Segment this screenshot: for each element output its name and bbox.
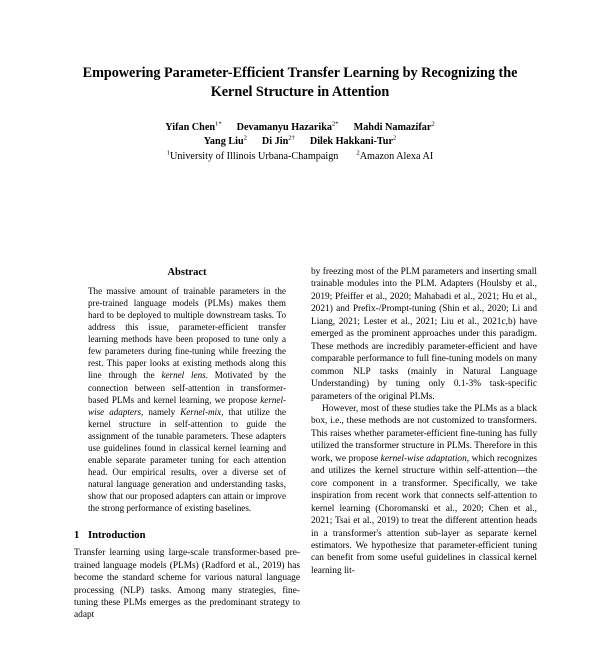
- right-paragraph-2: [311, 403, 537, 577]
- author-entry: [310, 136, 396, 147]
- right-column: [311, 266, 537, 664]
- abstract-paragraph: [88, 285, 286, 514]
- section-number: 1: [74, 530, 80, 542]
- right-paragraph-1: by freezing most of the PLM parameters and inserting small trainable modules into the PLM. Adapters (Houlsby et al., 2019; Pfeiffer et al., 2020; Mahabadi et al., 2021; Hu et al., 2021) and Prefix-/Prompt-tuning (Shin et al., 2020; Li and Liang, 2021; Lester et al., 2021; Liu et al., 2021c,b) have emerged as the prominent approaches under this paradigm. These methods are incredibly parameter-efficient and have comparable performance to full fine-tuning models on many common NLP tasks (mainly in Natural Language Understanding) by tuning only 0.1-3% task-specific parameters of the original PLMs.: [311, 267, 537, 402]
- author-affil-mark: 2†: [288, 134, 295, 142]
- author-name: Devamanyu Hazarika: [236, 122, 332, 133]
- title-block: [0, 64, 600, 164]
- introduction-paragraph: Transfer learning using large-scale transformer-based pre-trained language models (PLMs) (Radford et al., 2019) has become the standard scheme for various natural language processing (NLP) tasks. Among many strategies, fine-tuning these PLMs emerges as the predominant strategy to adapt: [74, 548, 300, 621]
- author-name: Dilek Hakkani-Tur: [309, 136, 393, 147]
- author-block: [62, 121, 538, 164]
- right-para2-text-b: , which recognizes and utilizes the kernel structure within self-attention—the core component in a transformer. Specifically, we take inspiration from recent work that connects self-attention to kernel learning (Choromanski et al., 2020; Chen et al., 2021; Tsai et al., 2019) to treat the different attention heads in a transformer's attention sub-layer as separate kernel estimators. We hypothesize that parameter-efficient tuning can benefit from some useful guidelines in classical kernel learning lit-: [311, 453, 537, 576]
- author-entry: [354, 122, 435, 133]
- abstract-italic-1: kernel lens: [161, 370, 206, 381]
- author-affil-mark: 1*: [215, 120, 222, 128]
- abstract-text-1: The massive amount of trainable parameters in the pre-trained language models (PLMs) makes them hard to be deployed to multiple downstream tasks. To address this issue, parameter-efficient transfer learning methods have been proposed to tune only a few parameters during fine-tuning while freezing the rest. This paper looks at existing methods along this line through the: [88, 286, 286, 381]
- author-affil-mark: 2: [431, 120, 435, 128]
- affiliation-mark: 1: [166, 149, 171, 157]
- author-entry: [204, 136, 247, 147]
- affiliation-mark: 2: [356, 149, 360, 157]
- abstract-text-4: , that utilize the kernel structure in self-attention to guide the assignment of the tunable parameters. These adapters use guidelines found in classical kernel learning and enable separate parameter tuning for each attention head. Our empirical results, over a diverse set of natural language generation and understanding tasks, show that our proposed adapters can attain or improve the strong performance of existing baselines.: [88, 406, 286, 514]
- abstract-body: [88, 285, 286, 514]
- page-title: Empowering Parameter-Efficient Transfer Learning by Recognizing the Kernel Structure in Attention: [82, 65, 518, 100]
- author-name: Di Jin: [261, 136, 289, 147]
- paper-page: [0, 64, 600, 664]
- abstract-italic-2: kernel-wise adapters: [88, 394, 286, 417]
- author-entry: [237, 122, 339, 133]
- author-line-1: [62, 121, 538, 135]
- abstract-italic-3: Kernel-mix: [180, 406, 222, 417]
- affiliation-line: [62, 150, 538, 164]
- section-title: Introduction: [88, 530, 146, 542]
- right-para2-italic: kernel-wise adaptation: [380, 453, 467, 464]
- introduction-heading: [74, 529, 300, 542]
- body-columns: [0, 266, 600, 664]
- author-affil-mark: 2: [243, 134, 247, 142]
- right-para2-text-a: However, most of these studies take the PLMs as a black box, i.e., these methods are not customized to transformers. This raises whether parameter-efficient fine-tuning has fully utilized the transformer structure in PLMs. Therefore in this work, we propose: [311, 403, 537, 464]
- affiliation-entry: [356, 151, 433, 162]
- author-name: Mahdi Namazifar: [353, 122, 432, 133]
- author-name: Yifan Chen: [165, 122, 216, 133]
- abstract-text-2: . Motivated by the connection between self-attention in transformer-based PLMs and kernel learning, we propose: [88, 370, 286, 405]
- affiliation-entry: [167, 151, 339, 162]
- left-column: [74, 266, 300, 664]
- author-affil-mark: 2: [392, 134, 397, 142]
- author-name: Yang Liu: [203, 136, 244, 147]
- author-entry: [165, 122, 221, 133]
- author-affil-mark: 2*: [331, 120, 339, 128]
- author-line-2: [62, 135, 538, 149]
- affiliation-name: University of Illinois Urbana-Champaign: [170, 151, 339, 162]
- author-entry: [262, 136, 295, 147]
- affiliation-name: Amazon Alexa AI: [359, 151, 434, 162]
- abstract-text-3: , namely: [141, 406, 181, 417]
- abstract-heading: Abstract: [167, 267, 207, 278]
